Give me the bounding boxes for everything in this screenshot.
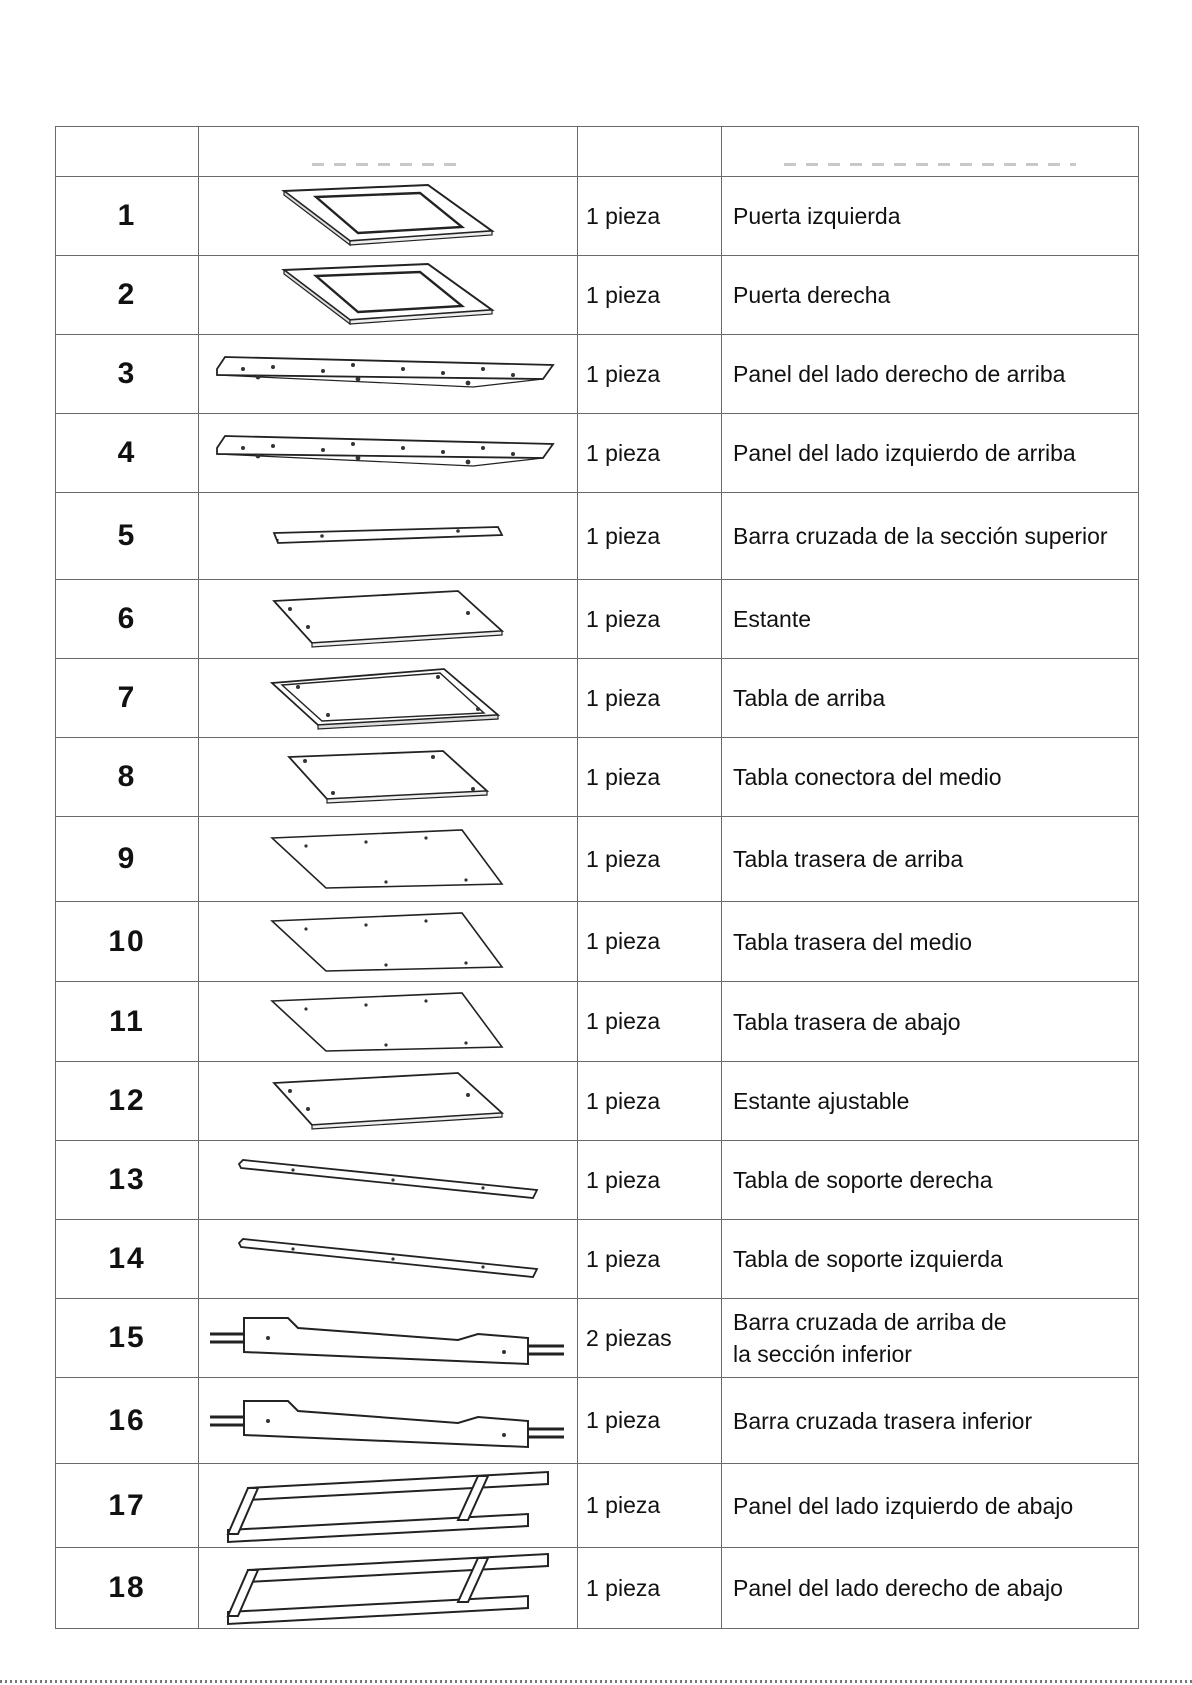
table-row <box>56 177 1139 256</box>
part-quantity: 1 pieza <box>578 1141 722 1220</box>
table-row <box>56 1464 1139 1548</box>
part-quantity: 1 pieza <box>578 1548 722 1629</box>
table-row <box>56 659 1139 738</box>
part-illustration <box>199 659 578 738</box>
door-frame-icon <box>199 262 577 328</box>
part-number: 6 <box>56 580 199 659</box>
shelf-icon <box>199 1069 577 1133</box>
board-icon <box>199 749 577 805</box>
part-description: Puerta izquierda <box>722 177 1139 256</box>
scan-artifact-line <box>0 1680 1192 1683</box>
table-row <box>56 1062 1139 1141</box>
header-cell-num <box>56 127 199 177</box>
part-description: Tabla trasera de arriba <box>722 817 1139 902</box>
table-row <box>56 335 1139 414</box>
back-board-icon <box>199 826 577 892</box>
table-row <box>56 817 1139 902</box>
header-cell-desc <box>722 127 1139 177</box>
part-illustration <box>199 1548 578 1629</box>
part-number: 14 <box>56 1220 199 1299</box>
part-description: Barra cruzada de arriba de la sección inferior <box>722 1299 1139 1378</box>
part-number: 12 <box>56 1062 199 1141</box>
table-row <box>56 1141 1139 1220</box>
table-row <box>56 414 1139 493</box>
part-quantity: 1 pieza <box>578 414 722 493</box>
part-quantity: 1 pieza <box>578 177 722 256</box>
part-quantity: 1 pieza <box>578 902 722 982</box>
shelf-icon <box>199 587 577 651</box>
table-row <box>56 493 1139 580</box>
part-quantity: 1 pieza <box>578 1220 722 1299</box>
part-number: 5 <box>56 493 199 580</box>
part-illustration <box>199 738 578 817</box>
top-board-icon <box>199 663 577 733</box>
part-description: Estante <box>722 580 1139 659</box>
part-description: Panel del lado izquierdo de arriba <box>722 414 1139 493</box>
part-illustration <box>199 256 578 335</box>
table-row <box>56 580 1139 659</box>
support-board-icon <box>199 1235 577 1283</box>
frame-ladder-icon <box>199 1466 577 1546</box>
support-board-icon <box>199 1156 577 1204</box>
part-illustration <box>199 414 578 493</box>
table-row <box>56 1378 1139 1464</box>
part-number: 8 <box>56 738 199 817</box>
part-description: Tabla trasera de abajo <box>722 982 1139 1062</box>
part-number: 15 <box>56 1299 199 1378</box>
part-quantity: 1 pieza <box>578 1464 722 1548</box>
part-illustration <box>199 817 578 902</box>
part-description: Tabla conectora del medio <box>722 738 1139 817</box>
part-quantity: 1 pieza <box>578 1378 722 1464</box>
parts-table-body <box>56 127 1139 1629</box>
part-number: 3 <box>56 335 199 414</box>
part-number: 2 <box>56 256 199 335</box>
part-description: Tabla de soporte derecha <box>722 1141 1139 1220</box>
table-row <box>56 1548 1139 1629</box>
header-cell-qty <box>578 127 722 177</box>
part-illustration <box>199 1141 578 1220</box>
crossbar-dowel-icon <box>199 1391 577 1451</box>
part-number: 1 <box>56 177 199 256</box>
part-illustration <box>199 1299 578 1378</box>
part-illustration <box>199 1220 578 1299</box>
table-row <box>56 738 1139 817</box>
part-quantity: 1 pieza <box>578 493 722 580</box>
part-quantity: 1 pieza <box>578 256 722 335</box>
part-illustration <box>199 1062 578 1141</box>
part-illustration <box>199 580 578 659</box>
part-description: Barra cruzada de la sección superior <box>722 493 1139 580</box>
table-row <box>56 1220 1139 1299</box>
part-number: 13 <box>56 1141 199 1220</box>
part-illustration <box>199 177 578 256</box>
part-illustration <box>199 493 578 580</box>
header-row <box>56 127 1139 177</box>
part-illustration <box>199 1378 578 1464</box>
table-row <box>56 256 1139 335</box>
part-description: Panel del lado derecho de abajo <box>722 1548 1139 1629</box>
part-description: Tabla trasera del medio <box>722 902 1139 982</box>
part-number: 11 <box>56 982 199 1062</box>
part-description: Panel del lado derecho de arriba <box>722 335 1139 414</box>
part-description: Puerta derecha <box>722 256 1139 335</box>
part-number: 18 <box>56 1548 199 1629</box>
part-number: 17 <box>56 1464 199 1548</box>
part-quantity: 1 pieza <box>578 738 722 817</box>
part-quantity: 1 pieza <box>578 817 722 902</box>
part-description: Estante ajustable <box>722 1062 1139 1141</box>
part-quantity: 1 pieza <box>578 335 722 414</box>
part-quantity: 1 pieza <box>578 982 722 1062</box>
part-quantity: 1 pieza <box>578 580 722 659</box>
part-number: 7 <box>56 659 199 738</box>
part-number: 16 <box>56 1378 199 1464</box>
part-illustration <box>199 335 578 414</box>
bar-icon <box>199 521 577 551</box>
part-number: 10 <box>56 902 199 982</box>
part-number: 4 <box>56 414 199 493</box>
back-board-icon <box>199 989 577 1055</box>
part-illustration <box>199 982 578 1062</box>
frame-ladder-icon <box>199 1548 577 1628</box>
part-description: Tabla de arriba <box>722 659 1139 738</box>
table-row <box>56 902 1139 982</box>
table-row <box>56 1299 1139 1378</box>
part-quantity: 1 pieza <box>578 1062 722 1141</box>
long-panel-icon <box>199 430 577 476</box>
table-row <box>56 982 1139 1062</box>
door-frame-icon <box>199 183 577 249</box>
part-illustration <box>199 902 578 982</box>
header-cell-image <box>199 127 578 177</box>
part-description: Panel del lado izquierdo de abajo <box>722 1464 1139 1548</box>
part-number: 9 <box>56 817 199 902</box>
part-description: Tabla de soporte izquierda <box>722 1220 1139 1299</box>
part-illustration <box>199 1464 578 1548</box>
part-quantity: 2 piezas <box>578 1299 722 1378</box>
parts-table <box>55 126 1139 1629</box>
back-board-icon <box>199 909 577 975</box>
part-description: Barra cruzada trasera inferior <box>722 1378 1139 1464</box>
part-quantity: 1 pieza <box>578 659 722 738</box>
long-panel-icon <box>199 351 577 397</box>
crossbar-dowel-icon <box>199 1308 577 1368</box>
